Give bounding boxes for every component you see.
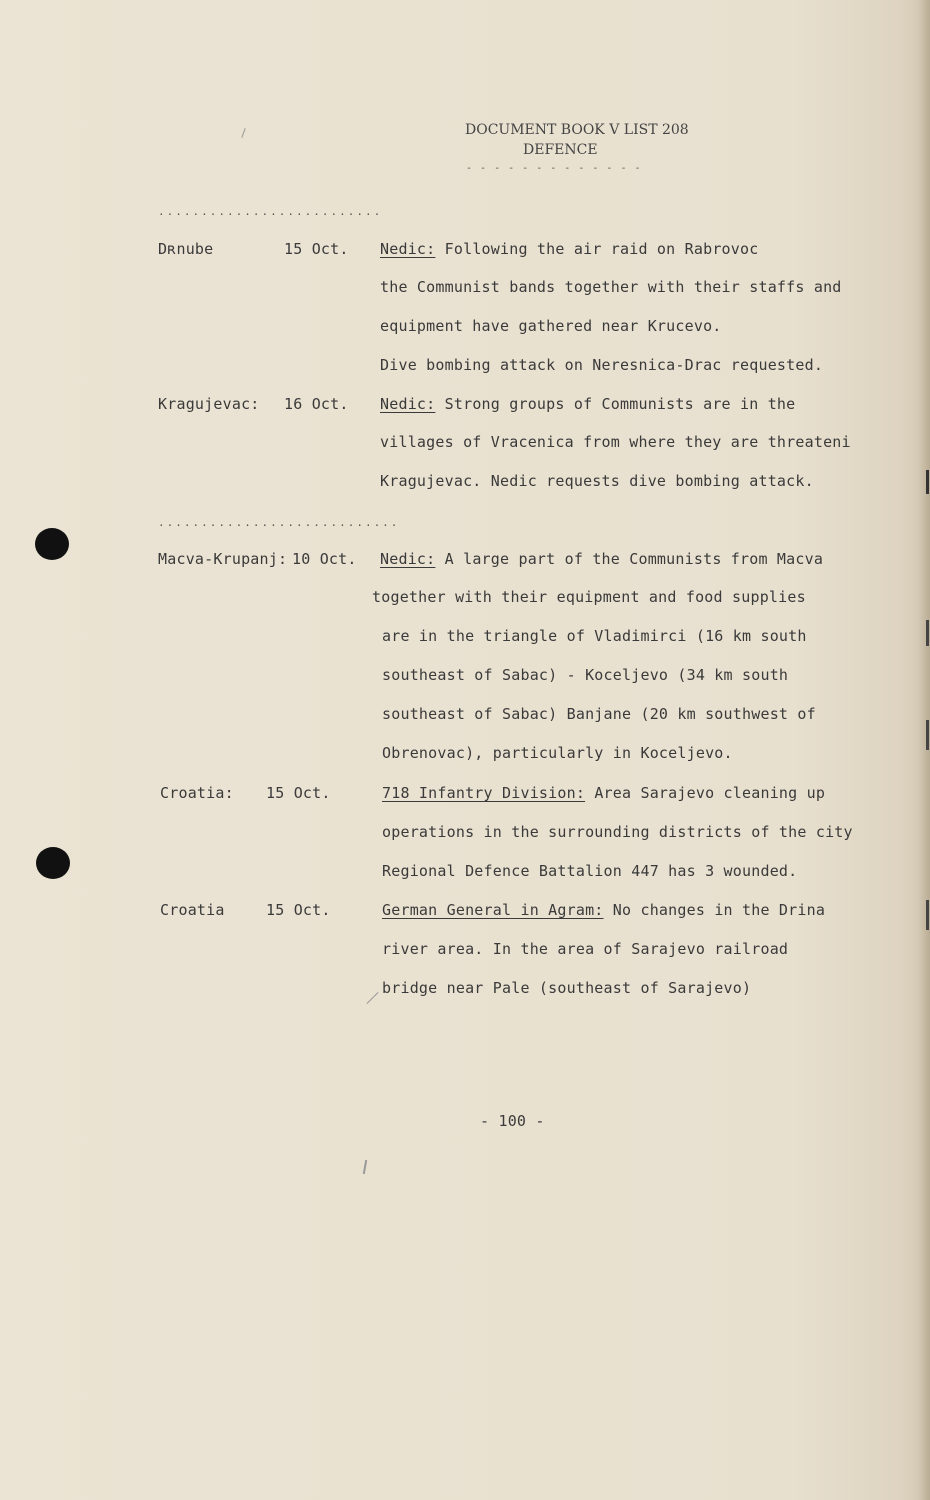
entry-text: No changes in the Drina — [612, 901, 826, 919]
entry-line: southeast of Sabac) - Koceljevo (34 km south — [382, 666, 789, 684]
entry-line: Dive bombing attack on Neresnica-Drac requested. — [380, 356, 824, 374]
edge-mark — [926, 620, 929, 646]
header-dash-rule: - - - - - - - - - - - - - — [466, 163, 642, 174]
entry-source: Nedic: — [380, 550, 436, 568]
entry-line: river area. In the area of Sarajevo railroad — [382, 940, 789, 958]
entry-text: Following the air raid on Rabrovoc — [444, 240, 759, 258]
entry-date: 16 Oct. — [284, 395, 349, 413]
document-title: DOCUMENT BOOK V LIST 208 — [465, 122, 689, 138]
entry-line — [380, 550, 823, 568]
dotted-separator: ............................ — [158, 516, 400, 529]
entry-line: the Communist bands together with their staffs and — [380, 278, 842, 296]
entry-source: Nedic: — [380, 240, 436, 258]
entry-line: Obrenovac), particularly in Koceljevo. — [382, 744, 733, 762]
entry-text: A large part of the Communists from Macva — [444, 550, 824, 568]
entry-line — [382, 901, 825, 919]
punch-hole — [35, 528, 69, 560]
document-subtitle: DEFENCE — [523, 142, 598, 158]
stray-mark — [241, 128, 245, 138]
entry-date: 15 Oct. — [284, 240, 349, 258]
entry-line: Regional Defence Battalion 447 has 3 wounded. — [382, 862, 798, 880]
entry-line — [382, 784, 825, 802]
edge-mark — [926, 470, 929, 494]
page-number: - 100 - — [480, 1112, 545, 1130]
entry-line: bridge near Pale (southeast of Sarajevo) — [382, 979, 752, 997]
entry-line: together with their equipment and food supplies — [372, 588, 806, 606]
entry-line — [380, 240, 758, 258]
entry-place: Kragujevac: — [158, 395, 260, 413]
punch-hole — [36, 847, 70, 879]
entry-line: are in the triangle of Vladimirci (16 km south — [382, 627, 807, 645]
entry-source: Nedic: — [380, 395, 436, 413]
entry-date: 10 Oct. — [292, 550, 357, 568]
stray-mark — [363, 1160, 367, 1174]
entry-text: Area Sarajevo cleaning up — [594, 784, 826, 802]
entry-line: operations in the surrounding districts of the city — [382, 823, 853, 841]
entry-place: Macva-Krupanj: — [158, 550, 288, 568]
entry-line: southeast of Sabac) Banjane (20 km southwest of — [382, 705, 816, 723]
edge-mark — [926, 720, 929, 750]
entry-source: 718 Infantry Division: — [382, 784, 586, 802]
stray-mark — [366, 992, 378, 1004]
entry-source: German General in Agram: — [382, 901, 604, 919]
entry-place: Croatia: — [160, 784, 234, 802]
edge-mark — [926, 900, 929, 930]
dotted-separator: .......................... — [158, 205, 383, 218]
entry-date: 15 Oct. — [266, 784, 331, 802]
entry-line: equipment have gathered near Krucevo. — [380, 317, 722, 335]
page-edge-shadow — [918, 0, 930, 1500]
entry-line: Kragujevac. Nedic requests dive bombing attack. — [380, 472, 814, 490]
entry-line — [380, 395, 795, 413]
entry-place: Croatia — [160, 901, 225, 919]
entry-place: Dʀnube — [158, 240, 214, 258]
entry-text: Strong groups of Communists are in the — [444, 395, 796, 413]
entry-line: villages of Vracenica from where they are threateni — [380, 433, 851, 451]
entry-date: 15 Oct. — [266, 901, 331, 919]
